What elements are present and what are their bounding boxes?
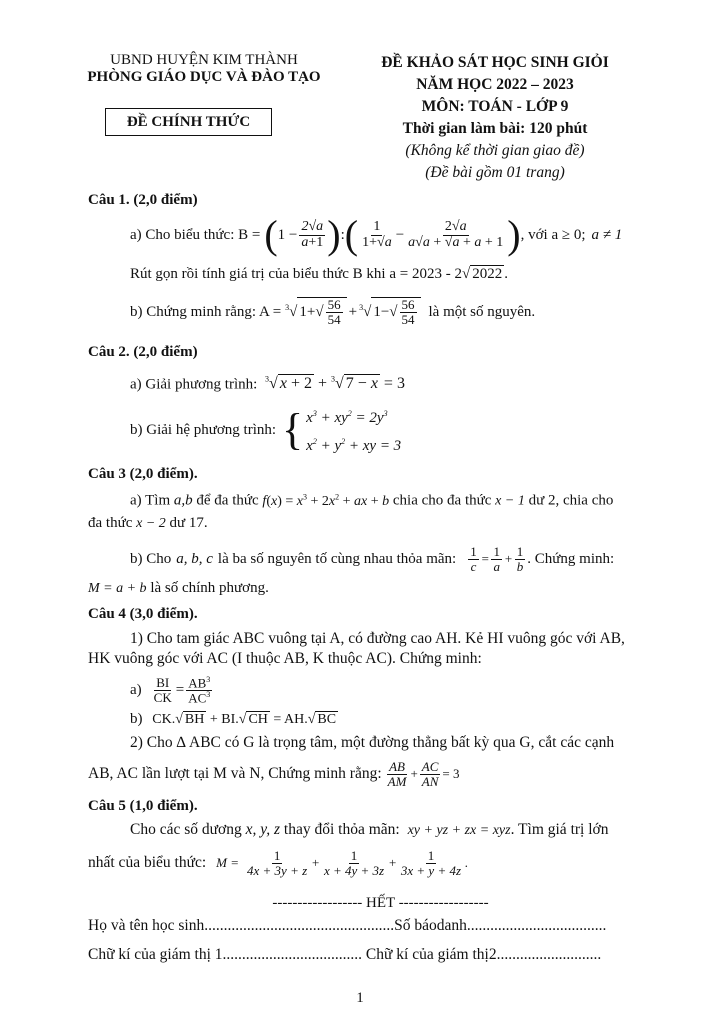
q5-text4: nhất của biểu thức: xyxy=(88,854,207,871)
q5-title: Câu 5 (1,0 điểm). xyxy=(88,798,198,814)
header-right xyxy=(345,52,645,184)
q3-b-text1: b) Cho xyxy=(130,550,172,567)
q4-p1-line1: 1) Cho tam giác ABC vuông tại A, có đường cao AH. Kẻ HI vuông góc với AB, xyxy=(130,630,625,647)
q3-a-line2 xyxy=(88,515,208,532)
q1-b-prefix: b) Chứng minh rằng: A = xyxy=(130,303,282,320)
student-info-line: Họ và tên học sinh.................................................Số báodanh.................................... xyxy=(88,917,607,934)
q1-a-prefix: a) Cho biểu thức: B = xyxy=(130,226,261,243)
page-number: 1 xyxy=(356,990,364,1006)
duration: Thời gian làm bài: 120 phút xyxy=(402,120,588,137)
q5-line1 xyxy=(130,821,608,839)
q5-text3: . Tìm giá trị lớn xyxy=(510,821,609,838)
q4-part-a: a) $\frac{BI}{CK}$ = $\frac{AB^3}{AC^3}$ xyxy=(130,674,211,705)
page-count-note: (Đề bài gồm 01 trang) xyxy=(425,164,565,181)
q4-b-label: b) xyxy=(130,711,143,727)
q5-text1: Cho các số dương xyxy=(130,821,242,838)
district-name: UBND HUYỆN KIM THÀNH xyxy=(110,52,298,68)
q1-a-condition2: a ≠ 1 xyxy=(591,226,623,243)
q3-title: Câu 3 (2,0 điểm). xyxy=(88,466,198,482)
q3-a-text3: chia cho đa thức xyxy=(392,492,492,509)
q3-b-vars: a, b, c xyxy=(176,550,213,567)
q1-a2: Rút gọn rồi tính giá trị của biểu thức B khi a = 2023 - 2√ 2022 . xyxy=(130,266,508,282)
school-year: NĂM HỌC 2022 – 2023 xyxy=(416,76,574,93)
q3-a-text4: dư 2, chia cho xyxy=(528,492,614,509)
q3-b-line2 xyxy=(88,580,269,597)
q4-p1-line2: HK vuông góc với AC (I thuộc AB, K thuộc AC). Chứng minh: xyxy=(88,650,482,667)
q1-a2-text: Rút gọn rồi tính giá trị của biểu thức B khi a = 2023 - 2 xyxy=(130,266,462,282)
q3-b-text3: . Chứng minh: xyxy=(527,550,615,567)
q3-b-text4: là số chính phương. xyxy=(150,580,269,596)
signature-line: Chữ kí của giám thị 1.................................... Chữ kí của giám thị2........................... xyxy=(88,946,602,963)
q2-a-prefix: a) Giải phương trình: xyxy=(130,376,258,393)
q4-title: Câu 4 (3,0 điểm). xyxy=(88,606,198,622)
q5-condition: xy + yz + zx = xyz xyxy=(407,823,511,838)
official-badge: ĐỀ CHÍNH THỨC xyxy=(105,108,272,136)
q4-part-b: b) CK.√ BH + BI.√ CH = AH.√ BC xyxy=(130,711,337,727)
q2-b-prefix: b) Giải hệ phương trình: xyxy=(130,421,277,438)
q3-a-vars: a,b xyxy=(173,492,193,509)
header-left xyxy=(70,52,338,86)
department-name: PHÒNG GIÁO DỤC VÀ ĐÀO TẠO xyxy=(87,69,321,85)
q2-b: b) Giải hệ phương trình: { $x^3 + xy^2 = 2y^3$ $x^2 + y^2$ + xy = 3 xyxy=(130,405,402,454)
q2-a: a) Giải phương trình: $^3$√ x + 2 + $^3$√ 7 − x = 3 xyxy=(130,375,405,393)
end-marker: ------------------ HẾT ------------------ xyxy=(272,895,489,911)
q1-a2-root: 2022 xyxy=(472,266,503,282)
q5-line2: nhất của biểu thức: M = $\frac{1}{4x + 3y + z}$ + $\frac{1}{x + 4y + 3z}$ + $\frac{1}{3x + y + 4z}$ . xyxy=(88,847,469,878)
exam-title: ĐỀ KHẢO SÁT HỌC SINH GIỎI xyxy=(381,54,609,71)
q3-a-line2-suffix: dư 17. xyxy=(169,515,208,531)
q1-b-suffix: là một số nguyên. xyxy=(428,303,536,320)
q1-a2-end: . xyxy=(504,266,508,282)
q3-a-divisor2: x − 2 xyxy=(136,516,166,531)
q1-b: b) Chứng minh rằng: A = $^3$√ 1+√ $\frac{56}{54}$ + $^3$√ 1−√ $\frac{56}{54}$ là một số nguyên. xyxy=(130,297,536,327)
q3-b-expr: M = a + b xyxy=(88,581,147,596)
q1-a-condition: , với a ≥ 0; xyxy=(520,226,586,243)
q2-title: Câu 2. (2,0 điểm) xyxy=(88,344,198,360)
q4-p2-text: AB, AC lần lượt tại M và N, Chứng minh rằng: xyxy=(88,765,382,782)
subject: MÔN: TOÁN - LỚP 9 xyxy=(421,98,569,115)
q3-a-text2: để đa thức xyxy=(196,492,259,509)
q1-a: a) Cho biểu thức: B = ( 1 − $\frac{2√a}{a+1}$ ) : ( $\frac{1}{1+√a}$ − $\frac{2√a}{a√a + √a + a + 1}$ ) , với a ≥ 0; a ≠ 1 xyxy=(130,212,623,257)
q3-b-line1: b) Cho a, b, c là ba số nguyên tố cùng nhau thỏa mãn: $\frac{1}{c}$ = $\frac{1}{a}$ + $\frac{1}{b}$ . Chứng minh: xyxy=(130,543,615,574)
q4-p2-line2: AB, AC lần lượt tại M và N, Chứng minh rằng: $\frac{AB}{AM}$ + $\frac{AC}{AN}$ = 3 xyxy=(88,758,460,789)
q3-b-text2: là ba số nguyên tố cùng nhau thỏa mãn: xyxy=(217,550,457,567)
q5-text2: thay đổi thỏa mãn: xyxy=(283,821,400,838)
q3-a-line2-prefix: đa thức xyxy=(88,515,133,531)
q5-vars: x, y, z xyxy=(245,821,281,838)
q3-a-line1: a) Tìm a,b để đa thức $f(x) = x^3 + 2x^2$ + ax + b chia cho đa thức x − 1 dư 2, chia cho xyxy=(130,492,614,509)
q1-title: Câu 1. (2,0 điểm) xyxy=(88,192,198,208)
q4-p2-line1: 2) Cho ∆ ABC có G là trọng tâm, một đường thẳng bất kỳ qua G, cắt các cạnh xyxy=(130,734,615,751)
q3-a-text1: a) Tìm xyxy=(130,492,171,509)
duration-note: (Không kể thời gian giao đề) xyxy=(405,142,585,159)
q4-a-label: a) xyxy=(130,681,142,698)
q3-a-divisor1: x − 1 xyxy=(495,493,525,509)
